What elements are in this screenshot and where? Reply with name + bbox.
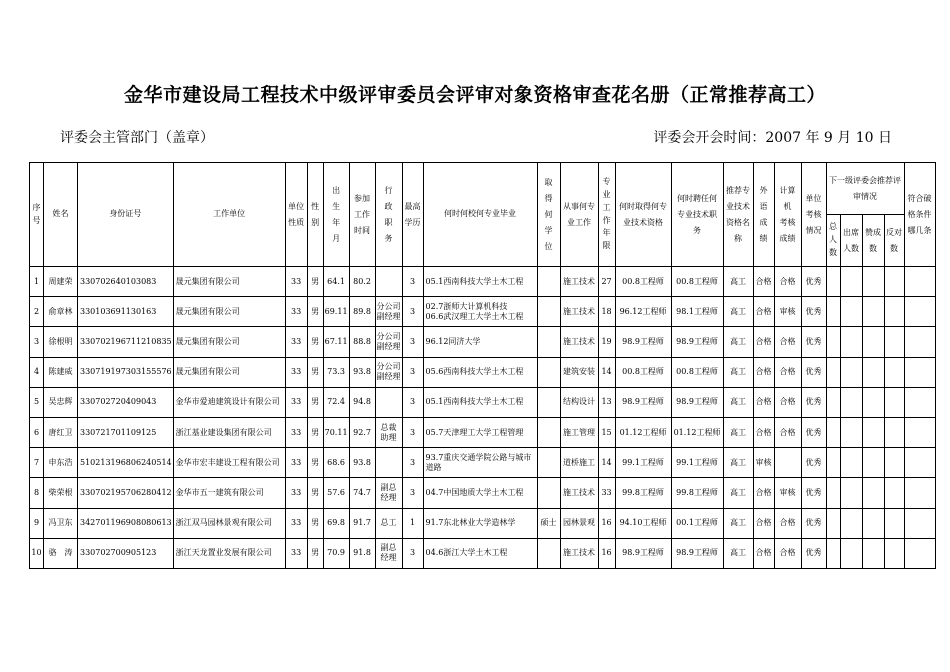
vote-no-cell xyxy=(884,357,904,387)
conditions-cell xyxy=(904,417,935,447)
table-row xyxy=(30,387,936,417)
qual-date-cell: 01.12工程师 xyxy=(615,417,671,447)
assessment-cell: 优秀 xyxy=(801,508,826,538)
work-start-cell: 92.7 xyxy=(349,417,375,447)
name-cell: 冯卫东 xyxy=(44,508,78,538)
seq-cell: 5 xyxy=(30,387,44,417)
admin-post-cell: 副总 经理 xyxy=(375,478,402,508)
gender-cell: 男 xyxy=(307,478,323,508)
foreign-language-cell: 合格 xyxy=(753,327,774,357)
years-cell: 19 xyxy=(598,327,615,357)
header-vote-present: 出席 人数 xyxy=(840,215,862,267)
id-number-cell: 330702640103083 xyxy=(78,267,174,297)
vote-present-cell xyxy=(840,478,862,508)
unit-nature-cell: 33 xyxy=(285,297,307,327)
conditions-cell xyxy=(904,267,935,297)
years-cell: 13 xyxy=(598,387,615,417)
header-work-type: 从事何专 业工作 xyxy=(560,163,598,267)
appoint-date-cell: 00.8工程师 xyxy=(671,357,723,387)
header-unit-nature: 单位 性质 xyxy=(285,163,307,267)
assessment-cell: 优秀 xyxy=(801,448,826,478)
appoint-date-cell: 98.9工程师 xyxy=(671,387,723,417)
vote-present-cell xyxy=(840,327,862,357)
work-type-cell: 施工技术 xyxy=(560,538,598,568)
unit-cell: 金华市爱迪建筑设计有限公司 xyxy=(173,387,285,417)
education-cell: 3 xyxy=(402,387,423,417)
name-cell: 陈建威 xyxy=(44,357,78,387)
vote-yes-cell xyxy=(862,357,884,387)
table-row xyxy=(30,267,936,297)
vote-total-cell xyxy=(826,448,840,478)
header-vote-yes: 赞成 数 xyxy=(862,215,884,267)
conditions-cell xyxy=(904,357,935,387)
assessment-cell: 优秀 xyxy=(801,297,826,327)
recommend-title-cell: 高工 xyxy=(723,478,753,508)
qual-date-cell: 99.8工程师 xyxy=(615,478,671,508)
unit-nature-cell: 33 xyxy=(285,387,307,417)
education-cell: 3 xyxy=(402,297,423,327)
assessment-cell: 优秀 xyxy=(801,267,826,297)
admin-post-cell: 总裁 助理 xyxy=(375,417,402,447)
conditions-cell xyxy=(904,448,935,478)
recommend-title-cell: 高工 xyxy=(723,387,753,417)
work-type-cell: 建筑安装 xyxy=(560,357,598,387)
table-row xyxy=(30,478,936,508)
id-number-cell: 330719197303155576 xyxy=(78,357,174,387)
birth-cell: 70.9 xyxy=(323,538,349,568)
vote-no-cell xyxy=(884,267,904,297)
years-cell: 18 xyxy=(598,297,615,327)
admin-post-cell: 分公司 副经理 xyxy=(375,327,402,357)
header-row xyxy=(30,163,936,215)
computer-cell: 合格 xyxy=(774,327,801,357)
vote-no-cell xyxy=(884,508,904,538)
school-cell: 05.6西南科技大学土木工程 xyxy=(423,357,537,387)
work-start-cell: 93.8 xyxy=(349,357,375,387)
vote-yes-cell xyxy=(862,538,884,568)
foreign-language-cell: 合格 xyxy=(753,478,774,508)
header-vote-group: 下一级评委会推荐评 审情况 xyxy=(826,163,904,215)
vote-yes-cell xyxy=(862,508,884,538)
years-cell: 16 xyxy=(598,508,615,538)
assessment-cell: 优秀 xyxy=(801,538,826,568)
name-cell: 骆 涛 xyxy=(44,538,78,568)
id-number-cell: 510213196806240514 xyxy=(78,448,174,478)
recommend-title-cell: 高工 xyxy=(723,448,753,478)
work-start-cell: 89.8 xyxy=(349,297,375,327)
unit-cell: 晟元集团有限公司 xyxy=(173,267,285,297)
computer-cell: 审核 xyxy=(774,478,801,508)
name-cell: 徐根明 xyxy=(44,327,78,357)
birth-cell: 69.11 xyxy=(323,297,349,327)
education-cell: 3 xyxy=(402,448,423,478)
conditions-cell xyxy=(904,508,935,538)
appoint-date-cell: 98.1工程师 xyxy=(671,297,723,327)
degree-cell xyxy=(537,538,560,568)
conditions-cell xyxy=(904,297,935,327)
qual-date-cell: 99.1工程师 xyxy=(615,448,671,478)
appoint-date-cell: 99.1工程师 xyxy=(671,448,723,478)
vote-total-cell xyxy=(826,267,840,297)
work-type-cell: 结构设计 xyxy=(560,387,598,417)
appoint-date-cell: 98.9工程师 xyxy=(671,538,723,568)
header-years: 专 业 工 作 年 限 xyxy=(598,163,615,267)
vote-no-cell xyxy=(884,297,904,327)
admin-post-cell xyxy=(375,387,402,417)
vote-total-cell xyxy=(826,508,840,538)
appoint-date-cell: 00.8工程师 xyxy=(671,267,723,297)
id-number-cell: 330702195706280412 xyxy=(78,478,174,508)
work-type-cell: 施工管理 xyxy=(560,417,598,447)
years-cell: 33 xyxy=(598,478,615,508)
id-number-cell: 330702196711210835 xyxy=(78,327,174,357)
school-cell: 04.7中国地质大学土木工程 xyxy=(423,478,537,508)
header-work-start: 参加 工作 时间 xyxy=(349,163,375,267)
education-cell: 3 xyxy=(402,478,423,508)
header-conditions: 符合破 格条件 哪几条 xyxy=(904,163,935,267)
header-education: 最高 学历 xyxy=(402,163,423,267)
foreign-language-cell: 合格 xyxy=(753,357,774,387)
work-start-cell: 94.8 xyxy=(349,387,375,417)
vote-yes-cell xyxy=(862,448,884,478)
education-cell: 3 xyxy=(402,267,423,297)
vote-present-cell xyxy=(840,508,862,538)
vote-no-cell xyxy=(884,327,904,357)
vote-no-cell xyxy=(884,538,904,568)
header-assessment: 单位 考核 情况 xyxy=(801,163,826,267)
header-admin-post: 行 政 职 务 xyxy=(375,163,402,267)
recommend-title-cell: 高工 xyxy=(723,538,753,568)
gender-cell: 男 xyxy=(307,267,323,297)
header-gender: 性 别 xyxy=(307,163,323,267)
seq-cell: 4 xyxy=(30,357,44,387)
school-cell: 05.1西南科技大学土木工程 xyxy=(423,387,537,417)
vote-present-cell xyxy=(840,357,862,387)
header-birth: 出 生 年 月 xyxy=(323,163,349,267)
unit-cell: 晟元集团有限公司 xyxy=(173,357,285,387)
vote-no-cell xyxy=(884,448,904,478)
unit-nature-cell: 33 xyxy=(285,448,307,478)
school-cell: 05.1西南科技大学土木工程 xyxy=(423,267,537,297)
degree-cell: 硕士 xyxy=(537,508,560,538)
name-cell: 周建荣 xyxy=(44,267,78,297)
foreign-language-cell: 合格 xyxy=(753,267,774,297)
seq-cell: 2 xyxy=(30,297,44,327)
header-seq: 序 号 xyxy=(30,163,44,267)
foreign-language-cell: 合格 xyxy=(753,417,774,447)
qual-date-cell: 00.8工程师 xyxy=(615,357,671,387)
foreign-language-cell: 合格 xyxy=(753,387,774,417)
unit-nature-cell: 33 xyxy=(285,478,307,508)
computer-cell: 合格 xyxy=(774,508,801,538)
foreign-language-cell: 审核 xyxy=(753,448,774,478)
seq-cell: 9 xyxy=(30,508,44,538)
conditions-cell xyxy=(904,387,935,417)
work-start-cell: 74.7 xyxy=(349,478,375,508)
recommend-title-cell: 高工 xyxy=(723,417,753,447)
foreign-language-cell: 合格 xyxy=(753,508,774,538)
header-computer: 计算 机 考核 成绩 xyxy=(774,163,801,267)
work-type-cell: 园林景观 xyxy=(560,508,598,538)
vote-yes-cell xyxy=(862,387,884,417)
education-cell: 3 xyxy=(402,417,423,447)
vote-yes-cell xyxy=(862,297,884,327)
unit-cell: 晟元集团有限公司 xyxy=(173,327,285,357)
header-foreign-language: 外 语 成 绩 xyxy=(753,163,774,267)
unit-nature-cell: 33 xyxy=(285,417,307,447)
table-row xyxy=(30,297,936,327)
birth-cell: 70.11 xyxy=(323,417,349,447)
vote-total-cell xyxy=(826,478,840,508)
seq-cell: 10 xyxy=(30,538,44,568)
admin-post-cell: 分公司 副经理 xyxy=(375,357,402,387)
seq-cell: 8 xyxy=(30,478,44,508)
roster-table xyxy=(29,162,936,569)
gender-cell: 男 xyxy=(307,508,323,538)
gender-cell: 男 xyxy=(307,448,323,478)
appoint-date-cell: 00.1工程师 xyxy=(671,508,723,538)
unit-cell: 晟元集团有限公司 xyxy=(173,297,285,327)
header-qual-date: 何时取得何专 业技术资格 xyxy=(615,163,671,267)
header-appoint-date: 何时聘任何 专业技术职 务 xyxy=(671,163,723,267)
id-number-cell: 330103691130163 xyxy=(78,297,174,327)
header-name: 姓名 xyxy=(44,163,78,267)
gender-cell: 男 xyxy=(307,297,323,327)
vote-yes-cell xyxy=(862,417,884,447)
computer-cell: 合格 xyxy=(774,417,801,447)
appoint-date-cell: 98.9工程师 xyxy=(671,327,723,357)
vote-total-cell xyxy=(826,357,840,387)
id-number-cell: 330702720409043 xyxy=(78,387,174,417)
qual-date-cell: 94.10工程师 xyxy=(615,508,671,538)
gender-cell: 男 xyxy=(307,327,323,357)
work-start-cell: 80.2 xyxy=(349,267,375,297)
degree-cell xyxy=(537,417,560,447)
table-row xyxy=(30,417,936,447)
qual-date-cell: 98.9工程师 xyxy=(615,327,671,357)
vote-total-cell xyxy=(826,297,840,327)
school-cell: 96.12同济大学 xyxy=(423,327,537,357)
vote-total-cell xyxy=(826,417,840,447)
assessment-cell: 优秀 xyxy=(801,357,826,387)
recommend-title-cell: 高工 xyxy=(723,357,753,387)
vote-present-cell xyxy=(840,448,862,478)
header-vote-total: 总 人 数 xyxy=(826,215,840,267)
unit-nature-cell: 33 xyxy=(285,267,307,297)
vote-total-cell xyxy=(826,387,840,417)
header-degree: 取 得 何 学 位 xyxy=(537,163,560,267)
degree-cell xyxy=(537,297,560,327)
qual-date-cell: 00.8工程师 xyxy=(615,267,671,297)
header-vote-no: 反对 数 xyxy=(884,215,904,267)
school-cell: 93.7重庆交通学院公路与城市 道路 xyxy=(423,448,537,478)
years-cell: 15 xyxy=(598,417,615,447)
header-id: 身份证号 xyxy=(78,163,174,267)
meeting-time: 评委会开会时间：2007 年 9 月 10 日 xyxy=(653,130,892,146)
work-start-cell: 88.8 xyxy=(349,327,375,357)
table-row xyxy=(30,538,936,568)
computer-cell: 合格 xyxy=(774,387,801,417)
admin-post-cell: 分公司 副经理 xyxy=(375,297,402,327)
department-label: 评委会主管部门（盖章） xyxy=(60,130,214,146)
vote-no-cell xyxy=(884,387,904,417)
unit-nature-cell: 33 xyxy=(285,538,307,568)
admin-post-cell xyxy=(375,267,402,297)
years-cell: 14 xyxy=(598,357,615,387)
computer-cell: 合格 xyxy=(774,357,801,387)
header-school: 何时何校何专业毕业 xyxy=(423,163,537,267)
education-cell: 3 xyxy=(402,538,423,568)
name-cell: 吴忠辉 xyxy=(44,387,78,417)
vote-present-cell xyxy=(840,387,862,417)
assessment-cell: 优秀 xyxy=(801,417,826,447)
birth-cell: 73.3 xyxy=(323,357,349,387)
header-unit: 工作单位 xyxy=(173,163,285,267)
gender-cell: 男 xyxy=(307,417,323,447)
appoint-date-cell: 99.8工程师 xyxy=(671,478,723,508)
degree-cell xyxy=(537,387,560,417)
birth-cell: 67.11 xyxy=(323,327,349,357)
name-cell: 俞章林 xyxy=(44,297,78,327)
gender-cell: 男 xyxy=(307,387,323,417)
name-cell: 申东浩 xyxy=(44,448,78,478)
id-number-cell: 330721701109125 xyxy=(78,417,174,447)
name-cell: 柴荣根 xyxy=(44,478,78,508)
table-row xyxy=(30,508,936,538)
school-cell: 04.6浙江大学土木工程 xyxy=(423,538,537,568)
computer-cell xyxy=(774,448,801,478)
recommend-title-cell: 高工 xyxy=(723,297,753,327)
vote-total-cell xyxy=(826,327,840,357)
unit-nature-cell: 33 xyxy=(285,357,307,387)
computer-cell: 合格 xyxy=(774,538,801,568)
name-cell: 唐红卫 xyxy=(44,417,78,447)
unit-cell: 浙江双马园林景观有限公司 xyxy=(173,508,285,538)
vote-no-cell xyxy=(884,478,904,508)
birth-cell: 69.8 xyxy=(323,508,349,538)
school-cell: 02.7浙师大计算机科技 06.6武汉理工大学土木工程 xyxy=(423,297,537,327)
table-row xyxy=(30,448,936,478)
table-row xyxy=(30,357,936,387)
work-type-cell: 施工技术 xyxy=(560,297,598,327)
vote-present-cell xyxy=(840,267,862,297)
qual-date-cell: 98.9工程师 xyxy=(615,538,671,568)
admin-post-cell: 副总 经理 xyxy=(375,538,402,568)
recommend-title-cell: 高工 xyxy=(723,508,753,538)
unit-cell: 金华市五一建筑有限公司 xyxy=(173,478,285,508)
unit-cell: 浙江天龙置业发展有限公司 xyxy=(173,538,285,568)
foreign-language-cell: 合格 xyxy=(753,538,774,568)
school-cell: 05.7天津理工大学工程管理 xyxy=(423,417,537,447)
seq-cell: 7 xyxy=(30,448,44,478)
vote-total-cell xyxy=(826,538,840,568)
seq-cell: 6 xyxy=(30,417,44,447)
work-start-cell: 93.8 xyxy=(349,448,375,478)
recommend-title-cell: 高工 xyxy=(723,267,753,297)
vote-yes-cell xyxy=(862,478,884,508)
birth-cell: 57.6 xyxy=(323,478,349,508)
school-cell: 91.7东北林业大学造林学 xyxy=(423,508,537,538)
conditions-cell xyxy=(904,327,935,357)
conditions-cell xyxy=(904,478,935,508)
vote-present-cell xyxy=(840,417,862,447)
vote-present-cell xyxy=(840,297,862,327)
unit-cell: 金华市宏丰建设工程有限公司 xyxy=(173,448,285,478)
vote-yes-cell xyxy=(862,267,884,297)
work-type-cell: 施工技术 xyxy=(560,478,598,508)
admin-post-cell xyxy=(375,448,402,478)
assessment-cell: 优秀 xyxy=(801,327,826,357)
degree-cell xyxy=(537,357,560,387)
vote-yes-cell xyxy=(862,327,884,357)
gender-cell: 男 xyxy=(307,357,323,387)
vote-present-cell xyxy=(840,538,862,568)
table-row xyxy=(30,327,936,357)
id-number-cell: 330702700905123 xyxy=(78,538,174,568)
work-type-cell: 道桥施工 xyxy=(560,448,598,478)
years-cell: 16 xyxy=(598,538,615,568)
header-recommend-title: 推荐专 业技术 资格名 称 xyxy=(723,163,753,267)
work-type-cell: 施工技术 xyxy=(560,327,598,357)
qual-date-cell: 98.9工程师 xyxy=(615,387,671,417)
birth-cell: 72.4 xyxy=(323,387,349,417)
vote-no-cell xyxy=(884,417,904,447)
assessment-cell: 优秀 xyxy=(801,387,826,417)
id-number-cell: 342701196908080613 xyxy=(78,508,174,538)
unit-cell: 浙江基业建设集团有限公司 xyxy=(173,417,285,447)
assessment-cell: 优秀 xyxy=(801,478,826,508)
conditions-cell xyxy=(904,538,935,568)
years-cell: 14 xyxy=(598,448,615,478)
degree-cell xyxy=(537,267,560,297)
admin-post-cell: 总工 xyxy=(375,508,402,538)
years-cell: 27 xyxy=(598,267,615,297)
work-type-cell: 施工技术 xyxy=(560,267,598,297)
birth-cell: 64.1 xyxy=(323,267,349,297)
birth-cell: 68.6 xyxy=(323,448,349,478)
computer-cell: 合格 xyxy=(774,267,801,297)
seq-cell: 3 xyxy=(30,327,44,357)
recommend-title-cell: 高工 xyxy=(723,327,753,357)
computer-cell: 审核 xyxy=(774,297,801,327)
unit-nature-cell: 33 xyxy=(285,508,307,538)
appoint-date-cell: 01.12工程师 xyxy=(671,417,723,447)
foreign-language-cell: 合格 xyxy=(753,297,774,327)
qual-date-cell: 96.12工程师 xyxy=(615,297,671,327)
unit-nature-cell: 33 xyxy=(285,327,307,357)
degree-cell xyxy=(537,478,560,508)
work-start-cell: 91.8 xyxy=(349,538,375,568)
page-title: 金华市建设局工程技术中级评审委员会评审对象资格审查花名册（正常推荐高工） xyxy=(123,84,826,106)
work-start-cell: 91.7 xyxy=(349,508,375,538)
education-cell: 3 xyxy=(402,357,423,387)
education-cell: 1 xyxy=(402,508,423,538)
degree-cell xyxy=(537,327,560,357)
seq-cell: 1 xyxy=(30,267,44,297)
education-cell: 3 xyxy=(402,327,423,357)
degree-cell xyxy=(537,448,560,478)
gender-cell: 男 xyxy=(307,538,323,568)
